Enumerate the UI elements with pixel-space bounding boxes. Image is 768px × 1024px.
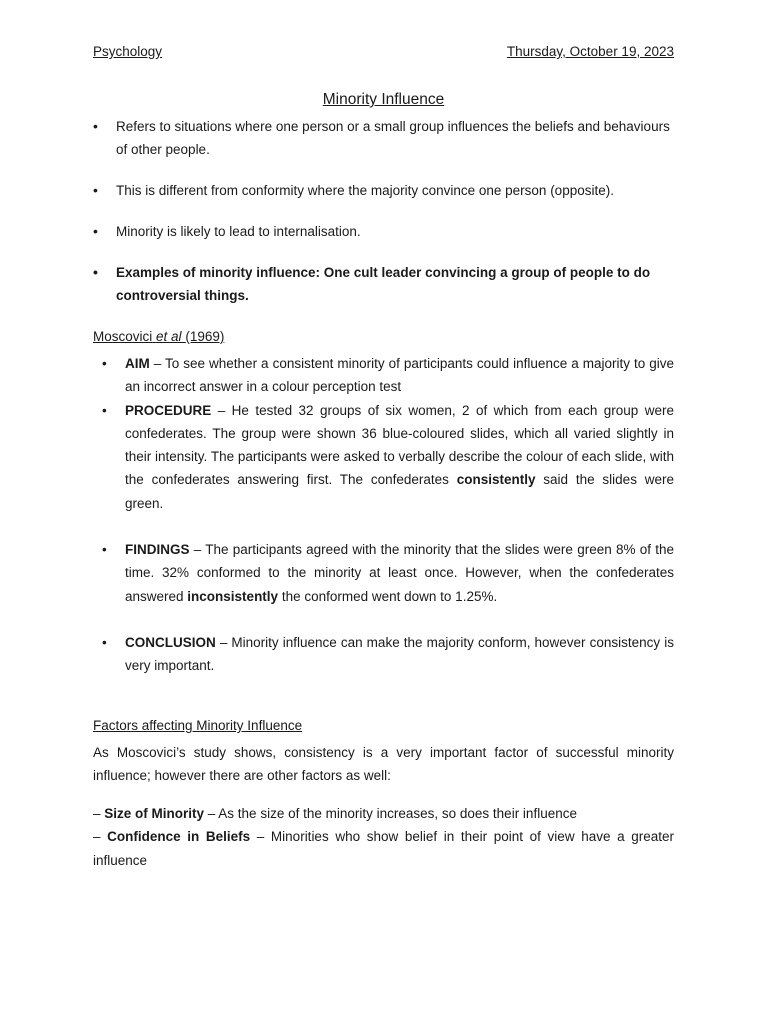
factor-dash: – <box>93 829 108 845</box>
conclusion-item <box>93 631 674 678</box>
findings-text: – The participants agreed with the minority that the slides were green 8% of the time. 32% conformed to the minority at least once. However, when the confederates answered <box>125 542 674 604</box>
study-heading <box>93 329 224 344</box>
study-etal: et al <box>156 329 182 344</box>
findings-item <box>93 538 674 608</box>
factors-intro: As Moscovici’s study shows, consistency is a very important factor of successful minority influence; however there are other factors as well: <box>93 745 674 784</box>
findings-label: FINDINGS <box>125 542 190 558</box>
procedure-text: – He tested 32 groups of six women, 2 of which from each group were confederates. The group were shown 36 blue-coloured slides, which all varied slightly in their intensity. The participants were asked to verbally describe the colour of each slide, with the confederates answering first. The confederates <box>125 402 674 488</box>
document-page <box>93 0 674 1024</box>
factor-label: Confidence in Beliefs <box>107 829 251 845</box>
procedure-emphasis: consistently <box>456 472 536 488</box>
factors-list <box>93 802 674 872</box>
study-author: Moscovici <box>93 329 153 344</box>
findings-text-end: the conformed went down to 1.25%. <box>278 588 498 604</box>
page-header <box>93 44 674 59</box>
factors-heading: Factors affecting Minority Influence <box>93 718 303 733</box>
bullet-item: • This is different from conformity where the majority convince one person (opposite). <box>93 179 674 202</box>
study-year: (1969) <box>185 329 225 344</box>
bullet-item: • Examples of minority influence: One cult leader convincing a group of people to do controversial things. <box>93 261 674 307</box>
findings-emphasis: inconsistently <box>187 588 279 604</box>
page-title: Minority Influence <box>322 91 445 108</box>
aim-text: – To see whether a consistent minority of participants could influence a majority to give an incorrect answer in a colour perception test <box>125 356 674 395</box>
factor-dash: – <box>93 806 105 821</box>
factor-text: – As the size of the minority increases, so does their influence <box>204 806 577 821</box>
procedure-item <box>93 399 674 515</box>
date-label: Thursday, October 19, 2023 <box>506 44 674 59</box>
conclusion-text: – Minority influence can make the majority conform, however consistency is very important. <box>125 634 674 674</box>
bullet-item: • Refers to situations where one person or a small group influences the beliefs and behaviours of other people. <box>93 115 674 161</box>
conclusion-label: CONCLUSION <box>125 634 216 650</box>
aim-label: AIM <box>125 356 150 371</box>
aim-item <box>93 352 674 399</box>
factor-label: Size of Minority <box>104 806 205 821</box>
bullet-item: • Minority is likely to lead to internalisation. <box>93 220 674 243</box>
subject-label: Psychology <box>93 44 163 59</box>
factor-item <box>93 802 674 825</box>
intro-bullet-list <box>93 115 674 325</box>
procedure-label: PROCEDURE <box>125 402 212 418</box>
factor-text: – Minorities who show belief in their point of view have a greater influence <box>93 829 674 868</box>
factor-item <box>93 825 674 872</box>
study-list <box>93 352 674 678</box>
procedure-text-end: said the slides were green. <box>125 472 674 511</box>
